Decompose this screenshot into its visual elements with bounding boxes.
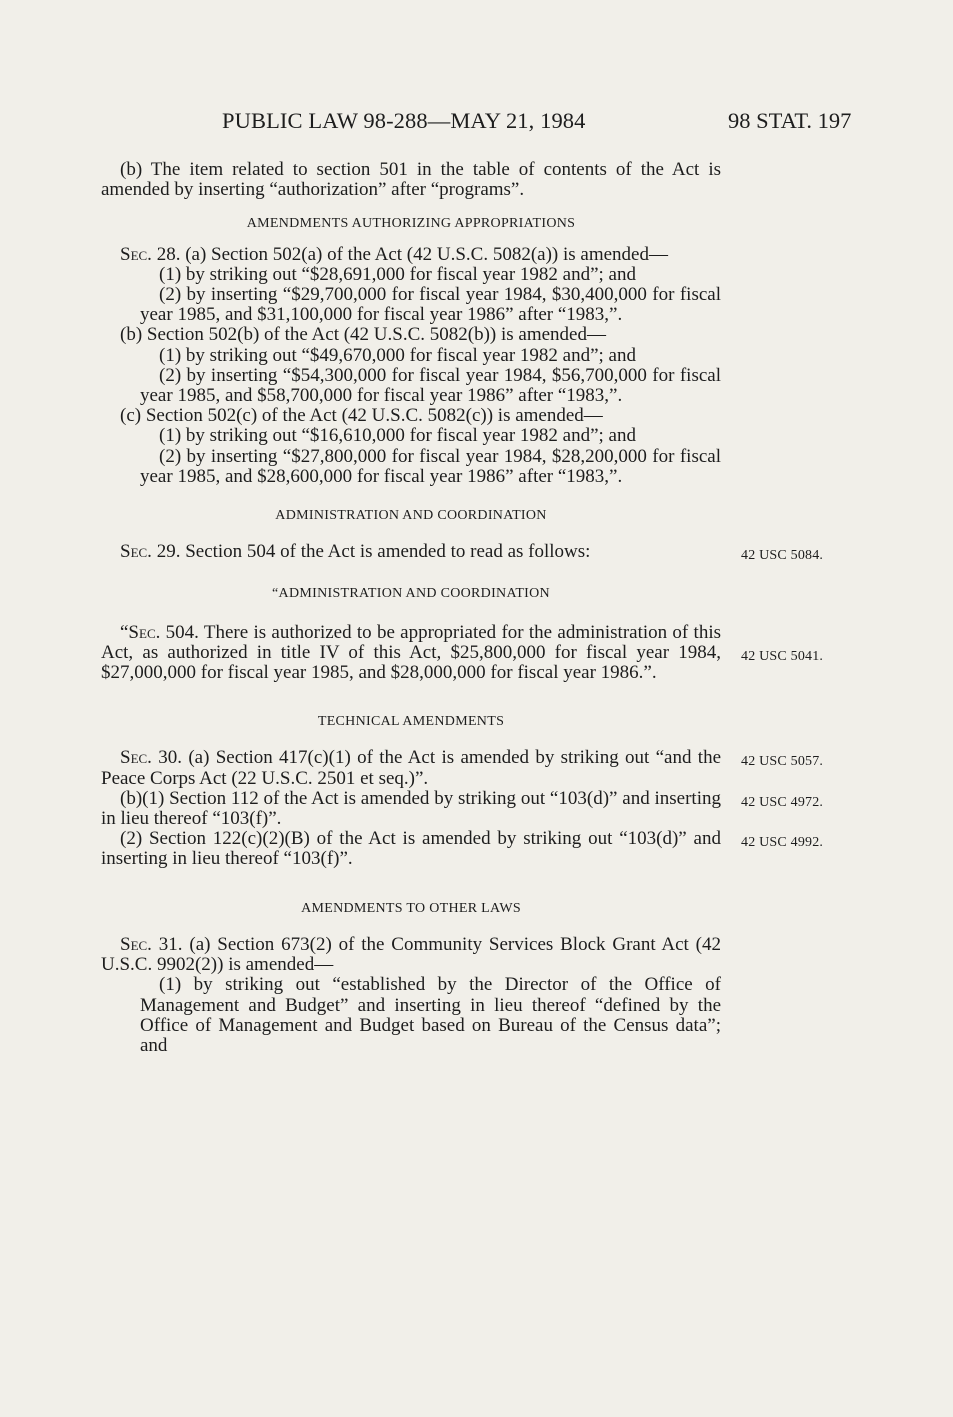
- section-heading-other-laws: AMENDMENTS TO OTHER LAWS: [301, 900, 521, 916]
- sec31-a1: (1) by striking out “established by the Director of the Office of Management and Budget” and inserting in lieu thereof “defined by the Office of Management and Budget based on Bureau of the Census data”; and: [140, 974, 721, 1056]
- sec29-row: [101, 541, 824, 564]
- sec30-a-row: [101, 747, 824, 789]
- sec28-b-intro: (b) Section 502(b) of the Act (42 U.S.C. 5082(b)) is amended—: [120, 324, 606, 346]
- sec28-b1: (1) by striking out “$49,670,000 for fiscal year 1982 and”; and: [159, 344, 636, 366]
- page-header: [0, 108, 953, 142]
- running-title: PUBLIC LAW 98-288—MAY 21, 1984: [222, 108, 586, 133]
- section-label: Sec.: [120, 541, 152, 563]
- section-heading-administration: ADMINISTRATION AND COORDINATION: [275, 508, 547, 524]
- document-body: [101, 159, 824, 1056]
- sec31-a-intro: [101, 935, 721, 975]
- sec29-body: 29. Section 504 of the Act is amended to read as follows:: [156, 541, 591, 563]
- section-label: Sec.: [120, 747, 152, 769]
- sec29-text: [101, 542, 721, 562]
- sec28-c2: (2) by inserting “$27,800,000 for fiscal year 1984, $28,200,000 for fiscal year 1985, and $28,600,000 for fiscal year 1986” after “1983,”.: [140, 445, 721, 487]
- sec28-c1: (1) by striking out “$16,610,000 for fiscal year 1982 and”; and: [159, 425, 636, 447]
- statute-page-number: 98 STAT. 197: [728, 108, 852, 133]
- sec504-text: [101, 623, 721, 684]
- margin-note: 42 USC 5084.: [741, 548, 824, 564]
- sec504-body: 504. There is authorized to be appropriated for the administration of this Act, as authorized in title IV of this Act, $25,800,000 for fiscal year 1984, $27,000,000 for fiscal year 1985, and $28,000,000 for fiscal year 1986.”.: [101, 621, 721, 684]
- sec28-a-text: 28. (a) Section 502(a) of the Act (42 U.S.C. 5082(a)) is amended—: [156, 243, 668, 265]
- sec30-a-body: 30. (a) Section 417(c)(1) of the Act is amended by striking out “and the Peace Corps Act (22 U.S.C. 2501 et seq.)”.: [101, 747, 722, 789]
- sec28-a2: (2) by inserting “$29,700,000 for fiscal year 1984, $30,400,000 for fiscal year 1985, and $31,100,000 for fiscal year 1986” after “1983,”.: [140, 284, 721, 326]
- section-heading-appropriations: AMENDMENTS AUTHORIZING APPROPRIATIONS: [246, 216, 576, 232]
- section-label: Sec.: [120, 243, 152, 265]
- margin-note: 42 USC 4972.: [741, 794, 824, 810]
- sec30-b2-row: [101, 828, 824, 870]
- section-heading-technical: TECHNICAL AMENDMENTS: [317, 714, 505, 730]
- section-label: “Sec.: [120, 621, 161, 643]
- margin-note: 42 USC 5041.: [741, 648, 824, 664]
- paragraph-table-of-contents: (b) The item related to section 501 in the table of contents of the Act is amended by inserting “authorization” after “programs”.: [101, 159, 721, 201]
- section-label: Sec.: [120, 933, 152, 955]
- sec30-b2: (2) Section 122(c)(2)(B) of the Act is amended by striking out “103(d)” and inserting in lieu thereof “103(f)”.: [101, 828, 721, 870]
- sec504-row: [101, 621, 824, 684]
- margin-note: 42 USC 5057.: [741, 754, 824, 770]
- sec28-b2: (2) by inserting “$54,300,000 for fiscal year 1984, $56,700,000 for fiscal year 1985, and $58,700,000 for fiscal year 1986” after “1983,”.: [140, 364, 721, 407]
- margin-note: 42 USC 4992.: [741, 835, 824, 851]
- sec31-a-body: 31. (a) Section 673(2) of the Community Services Block Grant Act (42 U.S.C. 9902(2)) is amended—: [101, 933, 721, 976]
- sec30-b1: (b)(1) Section 112 of the Act is amended by striking out “103(d)” and inserting in lieu thereof “103(f)”.: [101, 787, 721, 830]
- sec30-b1-row: [101, 787, 824, 830]
- sec28-c-intro: (c) Section 502(c) of the Act (42 U.S.C. 5082(c)) is amended—: [120, 405, 603, 427]
- quoted-heading-administration: “ADMINISTRATION AND COORDINATION: [272, 586, 550, 602]
- sec30-a-text: [101, 748, 721, 788]
- sec28-a1: (1) by striking out “$28,691,000 for fiscal year 1982 and”; and: [159, 263, 636, 285]
- sec28-a-intro: [101, 245, 721, 265]
